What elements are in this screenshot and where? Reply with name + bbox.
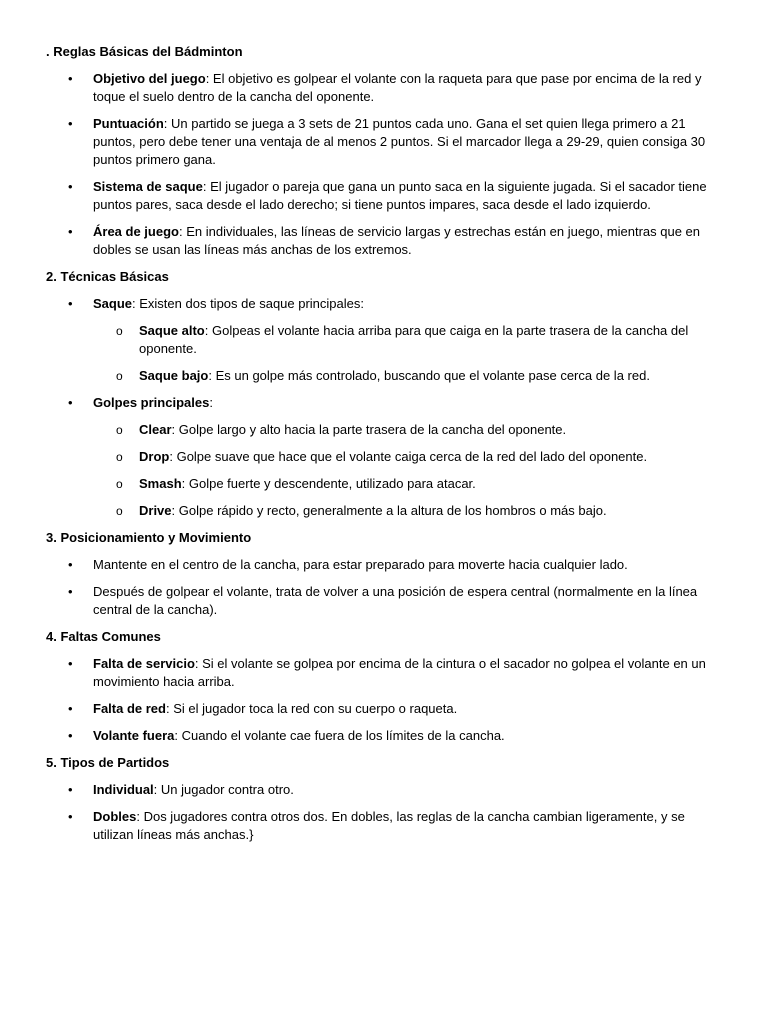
list-item xyxy=(46,556,722,574)
item-term: Área de juego xyxy=(93,224,179,239)
sub-list-item xyxy=(93,502,722,520)
item-text: El jugador o pareja que gana un punto saca en la siguiente jugada. Si el sacador tiene puntos pares, saca desde el lado derecho; si tiene puntos impares, saca desde el lado izquierdo. xyxy=(93,179,707,212)
item-text: Golpe fuerte y descendente, utilizado para atacar. xyxy=(188,476,476,491)
sub-list xyxy=(93,421,722,520)
section-title: 5. Tipos de Partidos xyxy=(46,755,170,770)
item-term: Dobles xyxy=(93,809,137,824)
item-term: Objetivo del juego xyxy=(93,71,206,86)
item-text: Un jugador contra otro. xyxy=(160,782,294,797)
list-item xyxy=(46,295,722,385)
section-title: . Reglas Básicas del Bádminton xyxy=(46,44,243,59)
item-text: En individuales, las líneas de servicio largas y estrechas están en juego, mientras que en dobles se usan las líneas más anchas de los extremos. xyxy=(93,224,700,257)
item-separator: : xyxy=(202,179,211,194)
item-term: Smash xyxy=(139,476,182,491)
item-term: Drive xyxy=(139,503,172,518)
item-text: Es un golpe más controlado, buscando que el volante pase cerca de la red. xyxy=(215,368,650,383)
item-separator: : xyxy=(194,656,203,671)
item-term: Volante fuera xyxy=(93,728,175,743)
item-text: Después de golpear el volante, trata de volver a una posición de espera central (normalmente en la línea central de la cancha). xyxy=(93,584,698,617)
item-term: Sistema de saque xyxy=(93,179,203,194)
item-term: Saque xyxy=(93,296,133,311)
item-separator: : xyxy=(171,503,179,518)
item-term: Falta de servicio xyxy=(93,656,195,671)
list-item xyxy=(46,655,722,691)
item-separator: : xyxy=(132,296,140,311)
item-separator: : xyxy=(174,728,182,743)
item-text: Golpe largo y alto hacia la parte trasera de la cancha del oponente. xyxy=(178,422,567,437)
list-item xyxy=(46,700,722,718)
bullet-list xyxy=(46,295,722,520)
item-text: Si el volante se golpea por encima de la cintura o el sacador no golpea el volante en un movimiento hacia arriba. xyxy=(93,656,706,689)
item-separator: : xyxy=(181,476,189,491)
sub-list-item xyxy=(93,421,722,439)
item-separator: : xyxy=(163,116,172,131)
item-separator: : xyxy=(171,422,179,437)
item-term: Saque bajo xyxy=(139,368,209,383)
list-item xyxy=(46,781,722,799)
item-separator: : xyxy=(204,323,212,338)
sub-list-item xyxy=(93,367,722,385)
sub-list-item xyxy=(93,322,722,358)
bullet-list xyxy=(46,70,722,259)
sub-list-item xyxy=(93,448,722,466)
item-term: Falta de red xyxy=(93,701,166,716)
item-term: Drop xyxy=(139,449,170,464)
bullet-list xyxy=(46,556,722,619)
item-text: Golpe suave que hace que el volante caiga cerca de la red del lado del oponente. xyxy=(176,449,648,464)
list-item xyxy=(46,394,722,520)
sub-list-item xyxy=(93,475,722,493)
item-separator: : xyxy=(136,809,144,824)
item-text: Dos jugadores contra otros dos. En dobles, las reglas de la cancha cambian ligeramente, y se utilizan líneas más anchas.} xyxy=(93,809,685,842)
item-text: Golpe rápido y recto, generalmente a la altura de los hombros o más bajo. xyxy=(178,503,607,518)
bullet-list xyxy=(46,655,722,745)
item-separator: : xyxy=(165,701,174,716)
item-term: Saque alto xyxy=(139,323,205,338)
list-item xyxy=(46,808,722,844)
section-title: 2. Técnicas Básicas xyxy=(46,269,169,284)
item-text: Un partido se juega a 3 sets de 21 puntos cada uno. Gana el set quien llega primero a 21 puntos, pero debe tener una ventaja de al menos 2 puntos. Si el marcador llega a 29-29, quien consiga 30 puntos primero gana. xyxy=(93,116,706,167)
item-separator: : xyxy=(178,224,187,239)
bullet-list xyxy=(46,781,722,844)
list-item xyxy=(46,223,722,259)
section-title: 4. Faltas Comunes xyxy=(46,629,161,644)
item-term: Clear xyxy=(139,422,172,437)
item-separator: : xyxy=(169,449,177,464)
item-separator: : xyxy=(208,368,216,383)
list-item xyxy=(46,727,722,745)
item-term: Individual xyxy=(93,782,154,797)
item-separator: : xyxy=(153,782,161,797)
list-item xyxy=(46,178,722,214)
item-text: Mantente en el centro de la cancha, para estar preparado para moverte hacia cualquier lado. xyxy=(93,557,628,572)
list-item xyxy=(46,70,722,106)
item-text: El objetivo es golpear el volante con la raqueta para que pase por encima de la red y toque el suelo dentro de la cancha del oponente. xyxy=(93,71,702,104)
sub-list xyxy=(93,322,722,385)
section-title: 3. Posicionamiento y Movimiento xyxy=(46,530,252,545)
item-text: Cuando el volante cae fuera de los límites de la cancha. xyxy=(181,728,505,743)
item-text: Existen dos tipos de saque principales: xyxy=(139,296,364,311)
item-separator: : xyxy=(205,71,213,86)
item-text: Golpeas el volante hacia arriba para que caiga en la parte trasera de la cancha del oponente. xyxy=(139,323,689,356)
item-term: Puntuación xyxy=(93,116,164,131)
item-term: Golpes principales xyxy=(93,395,210,410)
list-item xyxy=(46,583,722,619)
list-item xyxy=(46,115,722,169)
item-text: Si el jugador toca la red con su cuerpo o raqueta. xyxy=(173,701,458,716)
item-separator: : xyxy=(209,395,213,410)
